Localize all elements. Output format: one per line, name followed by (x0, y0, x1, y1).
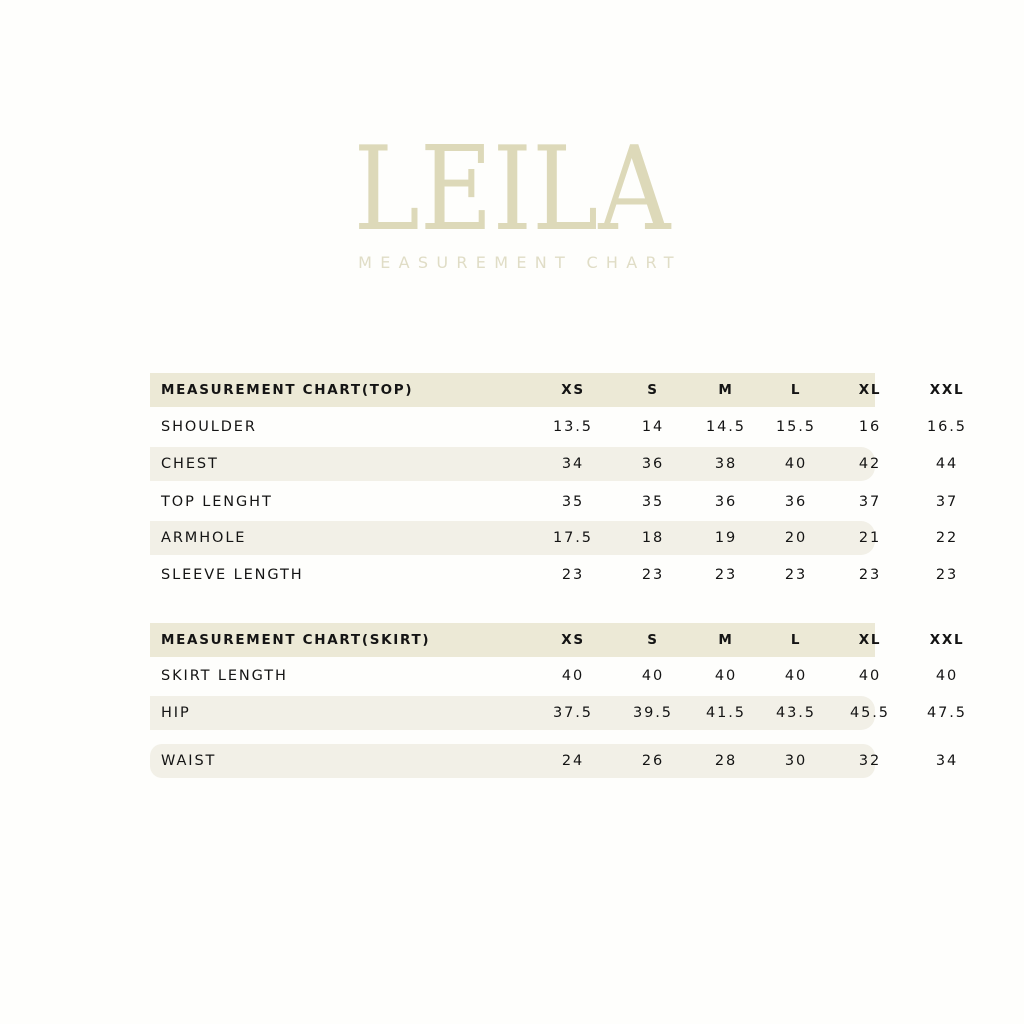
size-header-xxl: XXL (929, 382, 965, 398)
row-value: 36 (714, 494, 738, 510)
row-label: SHOULDER (161, 419, 257, 435)
row-value: 16 (858, 419, 882, 435)
table-row (150, 447, 959, 481)
row-value: 37 (935, 494, 959, 510)
row-value: 20 (784, 530, 808, 546)
size-header-xl: XL (858, 632, 882, 648)
size-header-s: S (647, 382, 659, 398)
row-value: 21 (858, 530, 882, 546)
table-header (150, 373, 965, 407)
row-value: 22 (935, 530, 959, 546)
row-value: 23 (858, 567, 882, 583)
row-value: 43.5 (776, 705, 816, 721)
table-header (150, 623, 965, 657)
row-label: ARMHOLE (161, 530, 247, 546)
row-value: 19 (714, 530, 738, 546)
row-value: 30 (784, 753, 808, 769)
table-row (150, 558, 959, 592)
row-value: 40 (561, 668, 585, 684)
row-value: 38 (714, 456, 738, 472)
row-value: 32 (858, 753, 882, 769)
table-row (150, 659, 959, 693)
row-value: 40 (784, 456, 808, 472)
row-value: 39.5 (633, 705, 673, 721)
size-header-l: L (790, 632, 802, 648)
table-row (150, 696, 967, 730)
size-header-s: S (647, 632, 659, 648)
size-header-m: M (718, 632, 734, 648)
row-value: 42 (858, 456, 882, 472)
row-label: TOP LENGHT (161, 494, 273, 510)
row-value: 40 (935, 668, 959, 684)
row-label: SLEEVE LENGTH (161, 567, 304, 583)
row-value: 47.5 (927, 705, 967, 721)
row-value: 41.5 (706, 705, 746, 721)
row-value: 26 (641, 753, 665, 769)
row-value: 15.5 (776, 419, 816, 435)
row-value: 13.5 (553, 419, 593, 435)
row-value: 14 (641, 419, 665, 435)
row-label: CHEST (161, 456, 219, 472)
row-value: 28 (714, 753, 738, 769)
brand-subtitle: MEASUREMENT CHART (358, 253, 682, 272)
row-value: 23 (784, 567, 808, 583)
row-value: 16.5 (927, 419, 967, 435)
size-header-xs: XS (561, 632, 585, 648)
row-value: 14.5 (706, 419, 746, 435)
row-value: 23 (714, 567, 738, 583)
brand-logo-text: LEILA (353, 122, 671, 257)
row-value: 23 (561, 567, 585, 583)
row-label: SKIRT LENGTH (161, 668, 288, 684)
row-value: 36 (784, 494, 808, 510)
row-value: 36 (641, 456, 665, 472)
row-value: 45.5 (850, 705, 890, 721)
size-header-m: M (718, 382, 734, 398)
table-title: MEASUREMENT CHART(TOP) (161, 382, 414, 398)
size-header-l: L (790, 382, 802, 398)
table-row (150, 410, 967, 444)
row-value: 18 (641, 530, 665, 546)
row-value: 23 (935, 567, 959, 583)
size-header-xl: XL (858, 382, 882, 398)
row-value: 40 (858, 668, 882, 684)
row-label: WAIST (161, 753, 217, 769)
row-value: 35 (641, 494, 665, 510)
row-value: 40 (641, 668, 665, 684)
size-header-xs: XS (561, 382, 585, 398)
size-header-xxl: XXL (929, 632, 965, 648)
row-value: 40 (784, 668, 808, 684)
table-row (150, 521, 959, 555)
table-row (150, 744, 959, 778)
row-value: 23 (641, 567, 665, 583)
row-value: 24 (561, 753, 585, 769)
row-value: 34 (561, 456, 585, 472)
row-value: 35 (561, 494, 585, 510)
row-value: 37 (858, 494, 882, 510)
table-row (150, 485, 959, 519)
row-value: 17.5 (553, 530, 593, 546)
row-value: 40 (714, 668, 738, 684)
row-value: 34 (935, 753, 959, 769)
row-value: 37.5 (553, 705, 593, 721)
table-title: MEASUREMENT CHART(SKIRT) (161, 632, 431, 648)
row-label: HIP (161, 705, 191, 721)
row-value: 44 (935, 456, 959, 472)
